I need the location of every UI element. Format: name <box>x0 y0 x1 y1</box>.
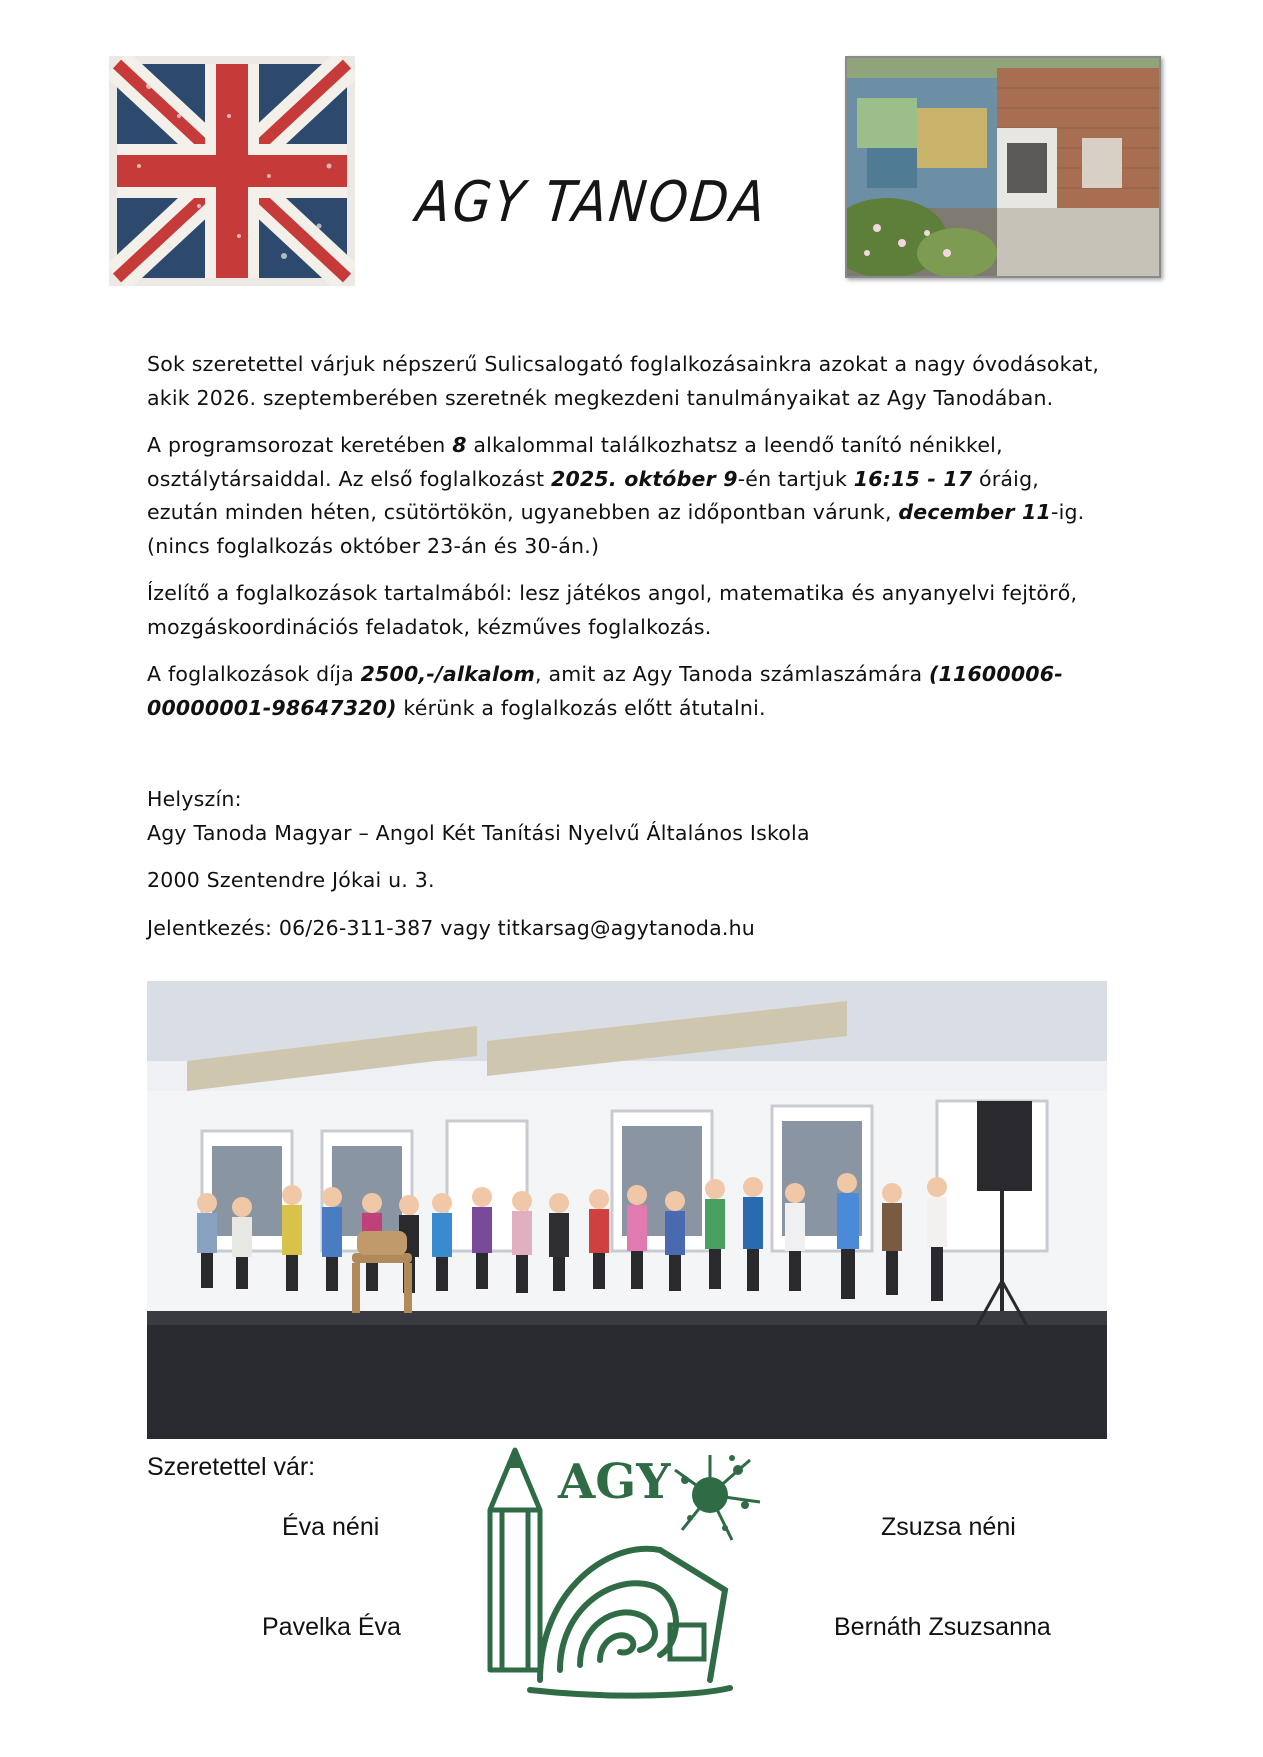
content-paragraph: Ízelítő a foglalkozások tartalmából: lesz játékos angol, matematika és anyanyelvi fejtörő, mozgáskoordinációs feladatok, kézműves foglalkozás. <box>147 581 1078 639</box>
bank-account: (11600006-00000001-98647320) <box>147 662 1063 720</box>
location-label: Helyszín: <box>147 787 242 811</box>
fee-amount: 2500,-/alkalom <box>360 662 536 686</box>
time-range: 16:15 - 17 <box>853 466 973 491</box>
address: 2000 Szentendre Jókai u. 3. <box>147 868 435 892</box>
end-date: december 11 <box>898 500 1051 524</box>
text-span: -ig. (nincs foglalkozás október 23-án és 30-án.) <box>147 500 1085 558</box>
logo-text: AGY <box>558 1454 671 1510</box>
left-teacher-title: Éva néni <box>282 1513 380 1541</box>
text-span: óráig, ezután minden héten, csütörtökön, ugyanebben az időpontban várunk, <box>147 466 1040 524</box>
agy-logo <box>470 1440 770 1702</box>
text-span: , amit az Agy Tanoda számlaszámára <box>535 662 929 686</box>
left-teacher-name: Pavelka Éva <box>262 1613 401 1641</box>
text-span: A programsorozat keretében <box>147 433 453 457</box>
session-count: 8 <box>452 433 467 457</box>
right-teacher-title: Zsuzsa néni <box>881 1513 1016 1541</box>
group-photo <box>147 981 1107 1439</box>
text-span: -én tartjuk <box>737 466 854 491</box>
signup-info: Jelentkezés: 06/26-311-387 vagy titkarsag@agytanoda.hu <box>147 915 755 940</box>
program-paragraph <box>147 429 1107 563</box>
greeting: Szeretettel vár: <box>147 1453 316 1481</box>
start-date: 2025. október 9 <box>551 466 738 491</box>
text-span: kérünk a foglalkozás előtt átutalni. <box>396 695 766 720</box>
main-content <box>147 348 1107 959</box>
location-name: Agy Tanoda Magyar – Angol Két Tanítási Nyelvű Általános Iskola <box>147 820 810 845</box>
school-building-photo <box>845 56 1161 278</box>
intro-paragraph: Sok szeretettel várjuk népszerű Sulicsalogató foglalkozásainkra azokat a nagy óvodásokat, akik 2026. szeptemberében szeretnék megkezdeni tanulmányaikat az Agy Tanodában. <box>147 352 1100 410</box>
page-title: AGY TANODA <box>413 170 771 235</box>
text-span: A foglalkozások díja <box>147 662 361 686</box>
text-span: alkalommal találkozhatsz a leendő tanító nénikkel, osztálytársaiddal. Az első foglalkozást <box>147 433 1003 491</box>
fee-paragraph <box>147 658 1107 725</box>
union-jack-image <box>109 56 355 286</box>
right-teacher-name: Bernáth Zsuzsanna <box>834 1613 1051 1641</box>
